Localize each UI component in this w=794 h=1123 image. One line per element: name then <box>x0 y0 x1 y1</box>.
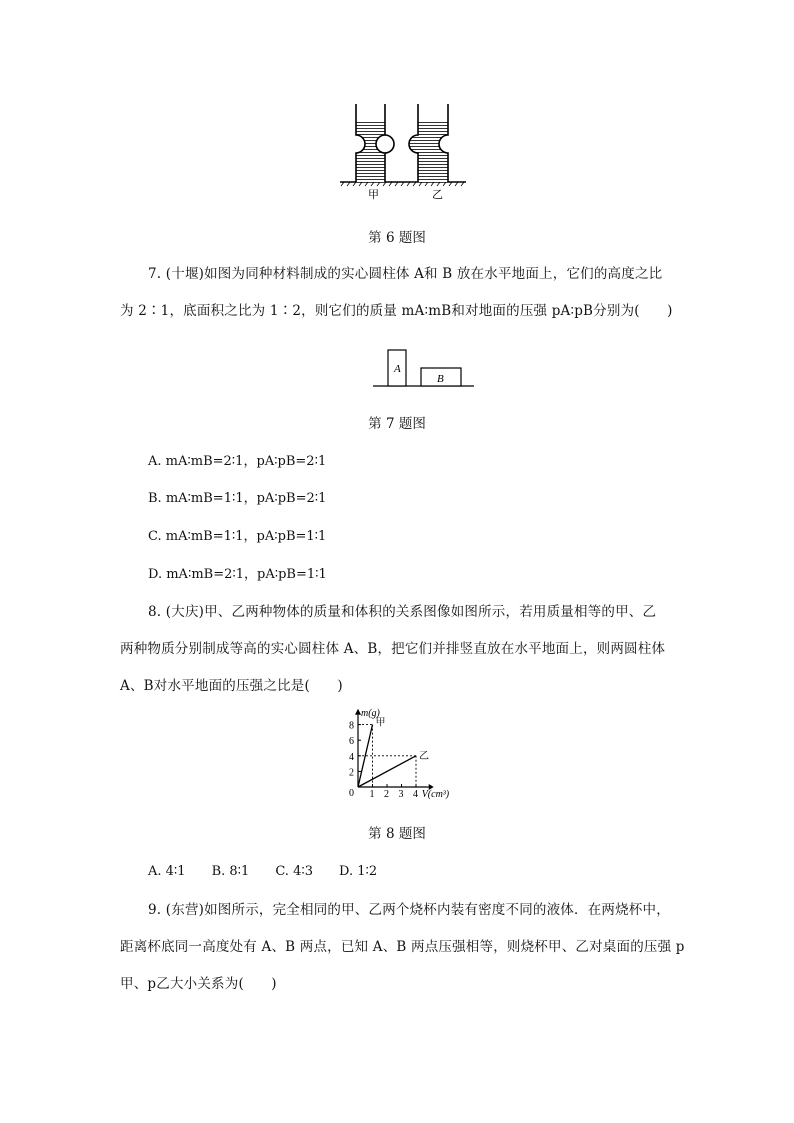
q9-line-2: 距离杯底同一高度处有 A、B 两点，已知 A、B 两点压强相等，则烧杯甲、乙对桌面的压强 p <box>120 939 685 955</box>
series-label: 乙 <box>419 750 429 762</box>
y-tick-label: 2 <box>349 767 354 779</box>
figure-7-label-a: A <box>394 363 401 375</box>
q9-line-3: 甲、p乙大小关系为( ) <box>120 976 277 992</box>
q7-line-2: 为 2∶1，底面积之比为 1∶2，则它们的质量 mA∶mB和对地面的压强 pA∶pB分别为( ) <box>120 303 673 319</box>
x-tick-label: 2 <box>384 789 389 800</box>
figure-7-caption: 第 7 题图 <box>368 416 426 432</box>
figure-8-caption: 第 8 题图 <box>368 826 426 842</box>
x-tick-label: 3 <box>398 789 404 800</box>
figure-8-mass-volume-chart <box>336 702 476 802</box>
x-tick-label: 1 <box>369 789 375 800</box>
series-line <box>358 756 416 787</box>
q7-option-c: C. mA∶mB=1∶1，pA∶pB=1∶1 <box>148 529 327 544</box>
q7-option-d: D. mA∶mB=2∶1，pA∶pB=1∶1 <box>148 567 327 582</box>
q7-option-a: A. mA∶mB=2∶1，pA∶pB=2∶1 <box>148 454 327 469</box>
origin-label: 0 <box>349 788 354 799</box>
x-tick-label: 4 <box>413 789 418 800</box>
figure-7-label-b: B <box>437 373 444 385</box>
q8-options: A. 4∶1 B. 8∶1 C. 4∶3 D. 1∶2 <box>148 864 378 879</box>
q9-line-1: 9. (东营)如图所示，完全相同的甲、乙两个烧杯内装有密度不同的液体．在两烧杯中， <box>148 902 670 918</box>
y-tick-label: 6 <box>349 736 354 748</box>
q8-line-2: 两种物质分别制成等高的实心圆柱体 A、B，把它们并排竖直放在水平地面上，则两圆柱体 <box>120 641 666 657</box>
x-axis-label: V(cm³) <box>421 789 450 800</box>
y-axis-label: m(g) <box>361 707 380 719</box>
q7-option-b: B. mA∶mB=1∶1，pA∶pB=2∶1 <box>148 491 327 506</box>
q7-line-1: 7. (十堰)如图为同种材料制成的实心圆柱体 A和 B 放在水平地面上，它们的高度之比 <box>148 266 663 282</box>
q8-line-1: 8. (大庆)甲、乙两种物体的质量和体积的关系图像如图所示，若用质量相等的甲、乙 <box>148 604 657 620</box>
series-label: 甲 <box>375 717 386 729</box>
figure-6-caption: 第 6 题图 <box>368 230 426 246</box>
figure-7-cylinders <box>370 346 478 392</box>
figure-6-label-left: 甲 <box>368 189 379 200</box>
y-tick-label: 8 <box>349 720 354 732</box>
q8-line-3: A、B对水平地面的压强之比是( ) <box>120 678 343 694</box>
y-tick-label: 4 <box>349 751 354 763</box>
figure-6-label-right: 乙 <box>432 189 443 200</box>
figure-6-containers <box>338 100 468 200</box>
